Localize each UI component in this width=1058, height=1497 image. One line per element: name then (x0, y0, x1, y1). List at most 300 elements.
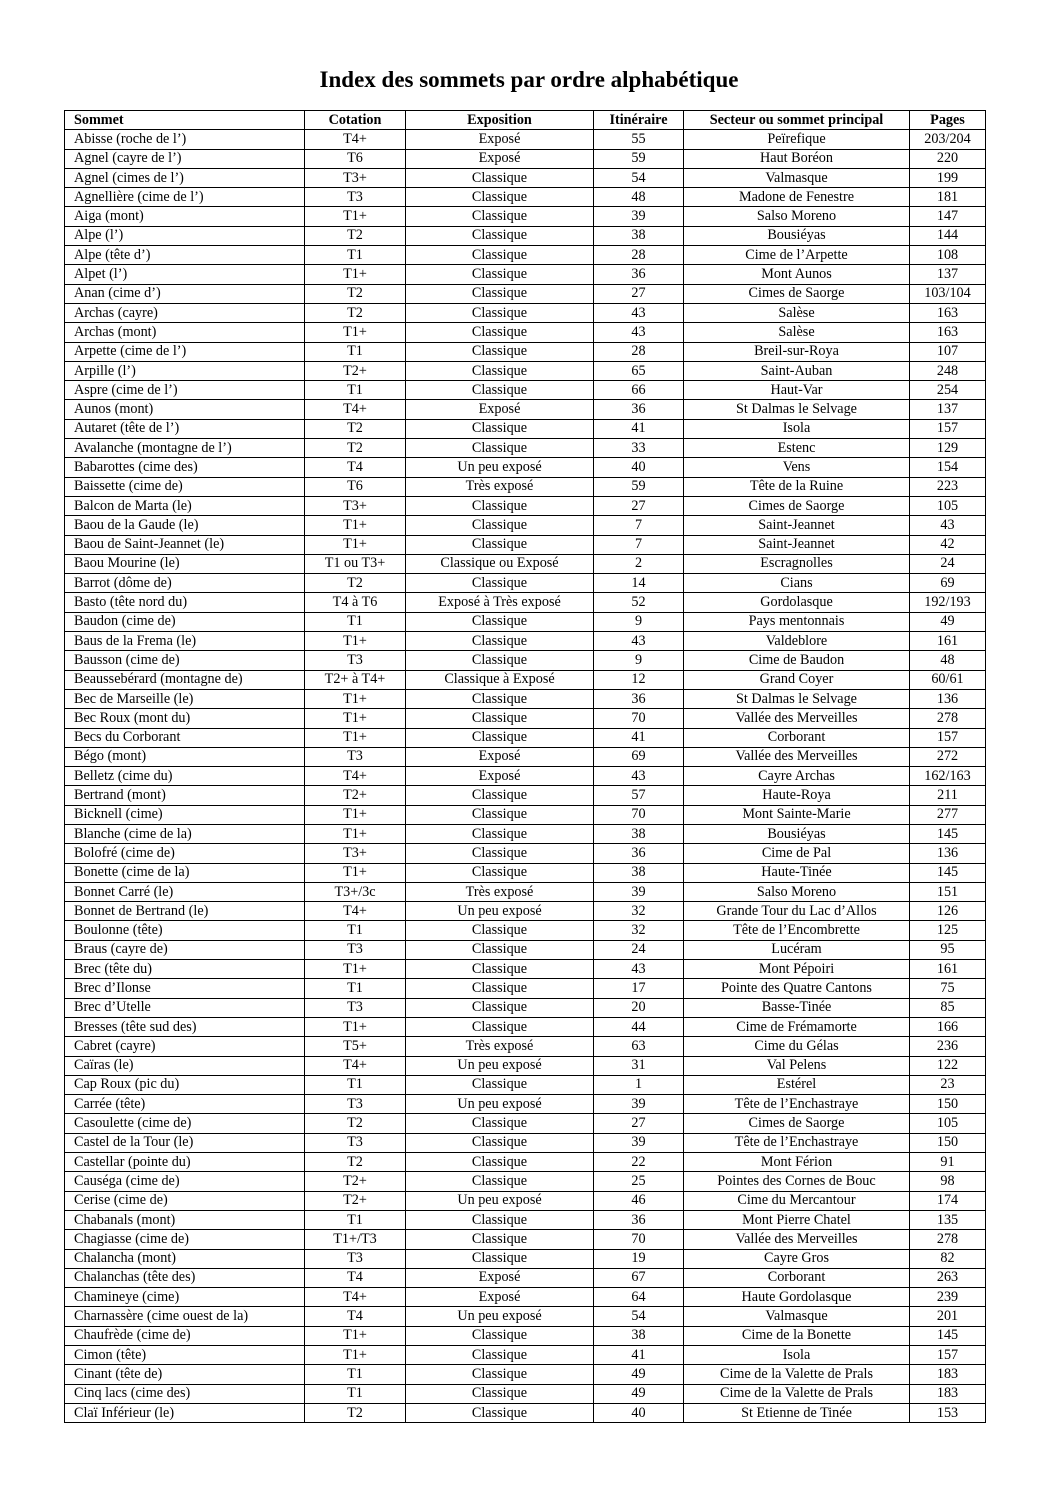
exposition-cell: Exposé (406, 400, 594, 419)
cotation-cell: T6 (305, 477, 406, 496)
exposition-cell: Exposé (406, 747, 594, 766)
sommet-cell: Casoulette (cime de) (65, 1114, 305, 1133)
pages-cell: 145 (910, 863, 986, 882)
exposition-cell: Un peu exposé (406, 1191, 594, 1210)
exposition-cell: Exposé (406, 130, 594, 149)
cotation-cell: T4+ (305, 130, 406, 149)
pages-cell: 137 (910, 265, 986, 284)
itineraire-cell: 17 (594, 979, 684, 998)
sommet-cell: Baou de Saint-Jeannet (le) (65, 535, 305, 554)
table-row (65, 1210, 986, 1229)
itineraire-cell: 39 (594, 1095, 684, 1114)
secteur-cell: Valmasque (684, 168, 910, 187)
cotation-cell: T3 (305, 1249, 406, 1268)
table-row (65, 207, 986, 226)
pages-cell: 183 (910, 1384, 986, 1403)
pages-cell: 223 (910, 477, 986, 496)
secteur-cell: Haute Gordolasque (684, 1288, 910, 1307)
table-row (65, 863, 986, 882)
secteur-cell: Saint-Auban (684, 361, 910, 380)
itineraire-cell: 70 (594, 709, 684, 728)
secteur-cell: Tête de la Ruine (684, 477, 910, 496)
exposition-cell: Classique (406, 824, 594, 843)
secteur-cell: Salso Moreno (684, 207, 910, 226)
secteur-cell: Isola (684, 1346, 910, 1365)
sommet-cell: Bertrand (mont) (65, 786, 305, 805)
itineraire-cell: 59 (594, 149, 684, 168)
exposition-cell: Classique (406, 1249, 594, 1268)
sommet-cell: Cinq lacs (cime des) (65, 1384, 305, 1403)
itineraire-cell: 38 (594, 1326, 684, 1345)
cotation-cell: T2 (305, 1153, 406, 1172)
cotation-cell: T2 (305, 226, 406, 245)
pages-cell: 122 (910, 1056, 986, 1075)
cotation-cell: T1+/T3 (305, 1230, 406, 1249)
sommet-cell: Bresses (tête sud des) (65, 1017, 305, 1036)
exposition-cell: Classique (406, 612, 594, 631)
secteur-cell: Corborant (684, 1268, 910, 1287)
itineraire-cell: 7 (594, 516, 684, 535)
secteur-cell: Saint-Jeannet (684, 535, 910, 554)
sommet-cell: Chamineye (cime) (65, 1288, 305, 1307)
table-row (65, 439, 986, 458)
itineraire-cell: 14 (594, 574, 684, 593)
sommet-cell: Avalanche (montagne de l’) (65, 439, 305, 458)
table-row (65, 226, 986, 245)
pages-cell: 157 (910, 1346, 986, 1365)
secteur-cell: Salèse (684, 323, 910, 342)
itineraire-cell: 20 (594, 998, 684, 1017)
table-row (65, 979, 986, 998)
itineraire-cell: 49 (594, 1384, 684, 1403)
sommet-cell: Agnel (cayre de l’) (65, 149, 305, 168)
table-row (65, 1172, 986, 1191)
table-row (65, 767, 986, 786)
exposition-cell: Classique (406, 786, 594, 805)
table-row (65, 400, 986, 419)
pages-cell: 211 (910, 786, 986, 805)
table-row (65, 1056, 986, 1075)
sommet-cell: Brec d’Ilonse (65, 979, 305, 998)
cotation-cell: T4+ (305, 1288, 406, 1307)
secteur-cell: Cians (684, 574, 910, 593)
exposition-cell: Exposé (406, 1268, 594, 1287)
cotation-cell: T4+ (305, 767, 406, 786)
itineraire-cell: 59 (594, 477, 684, 496)
sommet-cell: Chaufrède (cime de) (65, 1326, 305, 1345)
exposition-cell: Classique (406, 381, 594, 400)
table-row (65, 1114, 986, 1133)
pages-cell: 181 (910, 188, 986, 207)
itineraire-cell: 67 (594, 1268, 684, 1287)
exposition-cell: Classique à Exposé (406, 670, 594, 689)
cotation-cell: T2 (305, 303, 406, 322)
cotation-cell: T1+ (305, 689, 406, 708)
cotation-cell: T4+ (305, 902, 406, 921)
cotation-cell: T6 (305, 149, 406, 168)
table-row (65, 419, 986, 438)
itineraire-cell: 40 (594, 1403, 684, 1422)
table-row (65, 670, 986, 689)
pages-cell: 161 (910, 632, 986, 651)
pages-cell: 145 (910, 1326, 986, 1345)
cotation-cell: T3 (305, 188, 406, 207)
pages-cell: 161 (910, 960, 986, 979)
cotation-cell: T2 (305, 1403, 406, 1422)
pages-cell: 23 (910, 1075, 986, 1094)
cotation-cell: T1 (305, 1384, 406, 1403)
secteur-cell: Cime de Frémamorte (684, 1017, 910, 1036)
itineraire-cell: 41 (594, 728, 684, 747)
pages-cell: 82 (910, 1249, 986, 1268)
cotation-cell: T2 (305, 284, 406, 303)
secteur-cell: Cimes de Saorge (684, 1114, 910, 1133)
sommet-cell: Arpette (cime de l’) (65, 342, 305, 361)
pages-cell: 107 (910, 342, 986, 361)
table-row (65, 844, 986, 863)
cotation-cell: T2+ (305, 786, 406, 805)
table-row (65, 303, 986, 322)
table-row (65, 458, 986, 477)
secteur-cell: Valdeblore (684, 632, 910, 651)
secteur-cell: Mont Pépoiri (684, 960, 910, 979)
cotation-cell: T1+ (305, 863, 406, 882)
secteur-cell: Pointes des Cornes de Bouc (684, 1172, 910, 1191)
sommet-cell: Cabret (cayre) (65, 1037, 305, 1056)
pages-cell: 136 (910, 844, 986, 863)
cotation-cell: T3 (305, 1133, 406, 1152)
cotation-cell: T4 (305, 1268, 406, 1287)
pages-cell: 98 (910, 1172, 986, 1191)
sommet-cell: Chalancha (mont) (65, 1249, 305, 1268)
secteur-cell: Mont Pierre Chatel (684, 1210, 910, 1229)
sommet-cell: Bausson (cime de) (65, 651, 305, 670)
pages-cell: 278 (910, 1230, 986, 1249)
pages-cell: 157 (910, 419, 986, 438)
itineraire-cell: 2 (594, 554, 684, 573)
pages-cell: 201 (910, 1307, 986, 1326)
itineraire-cell: 43 (594, 767, 684, 786)
itineraire-cell: 28 (594, 246, 684, 265)
exposition-cell: Classique (406, 1326, 594, 1345)
sommet-cell: Chagiasse (cime de) (65, 1230, 305, 1249)
pages-cell: 150 (910, 1095, 986, 1114)
table-row (65, 882, 986, 901)
exposition-cell: Très exposé (406, 477, 594, 496)
cotation-cell: T3 (305, 940, 406, 959)
secteur-cell: Bousiéyas (684, 226, 910, 245)
table-row (65, 342, 986, 361)
secteur-cell: Estenc (684, 439, 910, 458)
table-row (65, 516, 986, 535)
exposition-cell: Classique (406, 188, 594, 207)
exposition-cell: Classique (406, 303, 594, 322)
cotation-cell: T4+ (305, 400, 406, 419)
exposition-cell: Exposé (406, 1288, 594, 1307)
exposition-cell: Classique (406, 361, 594, 380)
table-row (65, 496, 986, 515)
exposition-cell: Classique (406, 979, 594, 998)
sommet-cell: Aiga (mont) (65, 207, 305, 226)
sommet-cell: Braus (cayre de) (65, 940, 305, 959)
pages-cell: 91 (910, 1153, 986, 1172)
sommet-cell: Belletz (cime du) (65, 767, 305, 786)
cotation-cell: T4+ (305, 1056, 406, 1075)
table-row (65, 709, 986, 728)
table-row (65, 940, 986, 959)
exposition-cell: Un peu exposé (406, 1307, 594, 1326)
sommet-cell: Castellar (pointe du) (65, 1153, 305, 1172)
cotation-cell: T1+ (305, 1326, 406, 1345)
itineraire-cell: 38 (594, 824, 684, 843)
table-row (65, 1268, 986, 1287)
cotation-cell: T3+ (305, 844, 406, 863)
sommet-cell: Claï Inférieur (le) (65, 1403, 305, 1422)
sommet-cell: Cinant (tête de) (65, 1365, 305, 1384)
exposition-cell: Classique (406, 632, 594, 651)
exposition-cell: Classique (406, 226, 594, 245)
pages-cell: 166 (910, 1017, 986, 1036)
pages-cell: 85 (910, 998, 986, 1017)
pages-cell: 199 (910, 168, 986, 187)
table-row (65, 998, 986, 1017)
cotation-cell: T3 (305, 998, 406, 1017)
exposition-cell: Classique (406, 1075, 594, 1094)
pages-cell: 174 (910, 1191, 986, 1210)
itineraire-cell: 43 (594, 303, 684, 322)
pages-cell: 137 (910, 400, 986, 419)
sommet-cell: Caïras (le) (65, 1056, 305, 1075)
secteur-cell: Mont Sainte-Marie (684, 805, 910, 824)
pages-cell: 278 (910, 709, 986, 728)
secteur-cell: Salso Moreno (684, 882, 910, 901)
table-row (65, 1346, 986, 1365)
cotation-cell: T1+ (305, 535, 406, 554)
table-header-row (65, 111, 986, 130)
cotation-cell: T2+ à T4+ (305, 670, 406, 689)
table-row (65, 188, 986, 207)
sommet-cell: Bolofré (cime de) (65, 844, 305, 863)
itineraire-cell: 12 (594, 670, 684, 689)
secteur-cell: Vens (684, 458, 910, 477)
exposition-cell: Classique (406, 960, 594, 979)
secteur-cell: Tête de l’Enchastraye (684, 1095, 910, 1114)
table-row (65, 1249, 986, 1268)
itineraire-cell: 36 (594, 1210, 684, 1229)
table-row (65, 612, 986, 631)
cotation-cell: T3 (305, 1095, 406, 1114)
cotation-cell: T1+ (305, 323, 406, 342)
sommet-cell: Baudon (cime de) (65, 612, 305, 631)
exposition-cell: Classique (406, 863, 594, 882)
itineraire-cell: 9 (594, 651, 684, 670)
sommet-cell: Anan (cime d’) (65, 284, 305, 303)
pages-cell: 147 (910, 207, 986, 226)
secteur-cell: Pointe des Quatre Cantons (684, 979, 910, 998)
secteur-cell: Cime de Pal (684, 844, 910, 863)
secteur-cell: St Dalmas le Selvage (684, 400, 910, 419)
pages-cell: 48 (910, 651, 986, 670)
pages-cell: 49 (910, 612, 986, 631)
cotation-cell: T1 (305, 921, 406, 940)
exposition-cell: Classique (406, 728, 594, 747)
itineraire-cell: 7 (594, 535, 684, 554)
secteur-cell: St Dalmas le Selvage (684, 689, 910, 708)
exposition-cell: Classique (406, 1210, 594, 1229)
pages-cell: 24 (910, 554, 986, 573)
cotation-cell: T2+ (305, 361, 406, 380)
pages-cell: 236 (910, 1037, 986, 1056)
cotation-cell: T1+ (305, 1017, 406, 1036)
secteur-cell: Saint-Jeannet (684, 516, 910, 535)
itineraire-cell: 52 (594, 593, 684, 612)
secteur-cell: Valmasque (684, 1307, 910, 1326)
cotation-cell: T1 (305, 979, 406, 998)
pages-cell: 43 (910, 516, 986, 535)
table-row (65, 1191, 986, 1210)
sommet-cell: Bégo (mont) (65, 747, 305, 766)
cotation-cell: T1+ (305, 960, 406, 979)
secteur-cell: Haut Boréon (684, 149, 910, 168)
pages-cell: 203/204 (910, 130, 986, 149)
itineraire-cell: 43 (594, 632, 684, 651)
secteur-cell: Cimes de Saorge (684, 496, 910, 515)
itineraire-cell: 48 (594, 188, 684, 207)
exposition-cell: Exposé (406, 767, 594, 786)
column-header-itineraire: Itinéraire (594, 111, 684, 130)
cotation-cell: T4 (305, 1307, 406, 1326)
exposition-cell: Classique (406, 1172, 594, 1191)
table-row (65, 1365, 986, 1384)
column-header-pages: Pages (910, 111, 986, 130)
pages-cell: 248 (910, 361, 986, 380)
pages-cell: 162/163 (910, 767, 986, 786)
secteur-cell: Val Pelens (684, 1056, 910, 1075)
exposition-cell: Classique (406, 284, 594, 303)
itineraire-cell: 44 (594, 1017, 684, 1036)
table-row (65, 168, 986, 187)
sommet-cell: Bonnet de Bertrand (le) (65, 902, 305, 921)
table-row (65, 747, 986, 766)
pages-cell: 69 (910, 574, 986, 593)
table-row (65, 1075, 986, 1094)
cotation-cell: T2+ (305, 1191, 406, 1210)
pages-cell: 42 (910, 535, 986, 554)
page-title: Index des sommets par ordre alphabétique (319, 67, 739, 92)
table-row (65, 632, 986, 651)
pages-cell: 103/104 (910, 284, 986, 303)
pages-cell: 135 (910, 1210, 986, 1229)
itineraire-cell: 57 (594, 786, 684, 805)
cotation-cell: T3+ (305, 496, 406, 515)
sommet-cell: Abisse (roche de l’) (65, 130, 305, 149)
secteur-cell: Vallée des Merveilles (684, 1230, 910, 1249)
sommet-cell: Aspre (cime de l’) (65, 381, 305, 400)
sommet-cell: Bec Roux (mont du) (65, 709, 305, 728)
sommet-cell: Cerise (cime de) (65, 1191, 305, 1210)
exposition-cell: Classique (406, 844, 594, 863)
sommet-cell: Carrée (tête) (65, 1095, 305, 1114)
table-row (65, 265, 986, 284)
cotation-cell: T1 (305, 1365, 406, 1384)
itineraire-cell: 43 (594, 323, 684, 342)
pages-cell: 220 (910, 149, 986, 168)
exposition-cell: Classique (406, 1114, 594, 1133)
exposition-cell: Un peu exposé (406, 1095, 594, 1114)
table-row (65, 361, 986, 380)
exposition-cell: Classique (406, 709, 594, 728)
exposition-cell: Classique (406, 574, 594, 593)
secteur-cell: Haute-Roya (684, 786, 910, 805)
secteur-cell: Cime de la Bonette (684, 1326, 910, 1345)
pages-cell: 108 (910, 246, 986, 265)
table-row (65, 1153, 986, 1172)
pages-cell: 183 (910, 1365, 986, 1384)
secteur-cell: Salèse (684, 303, 910, 322)
secteur-cell: Basse-Tinée (684, 998, 910, 1017)
itineraire-cell: 63 (594, 1037, 684, 1056)
pages-cell: 272 (910, 747, 986, 766)
cotation-cell: T2+ (305, 1172, 406, 1191)
table-row (65, 921, 986, 940)
table-row (65, 1403, 986, 1422)
secteur-cell: Lucéram (684, 940, 910, 959)
itineraire-cell: 31 (594, 1056, 684, 1075)
itineraire-cell: 32 (594, 921, 684, 940)
exposition-cell: Classique (406, 1153, 594, 1172)
cotation-cell: T2 (305, 419, 406, 438)
secteur-cell: Estérel (684, 1075, 910, 1094)
pages-cell: 263 (910, 1268, 986, 1287)
sommet-cell: Bec de Marseille (le) (65, 689, 305, 708)
table-row (65, 130, 986, 149)
column-header-sommet: Sommet (65, 111, 305, 130)
pages-cell: 145 (910, 824, 986, 843)
pages-cell: 163 (910, 303, 986, 322)
exposition-cell: Classique (406, 439, 594, 458)
sommet-cell: Archas (cayre) (65, 303, 305, 322)
secteur-cell: Grand Coyer (684, 670, 910, 689)
table-row (65, 1307, 986, 1326)
table-row (65, 651, 986, 670)
exposition-cell: Classique (406, 342, 594, 361)
sommet-cell: Autaret (tête de l’) (65, 419, 305, 438)
pages-cell: 125 (910, 921, 986, 940)
itineraire-cell: 54 (594, 1307, 684, 1326)
column-header-cotation: Cotation (305, 111, 406, 130)
exposition-cell: Classique (406, 1384, 594, 1403)
itineraire-cell: 54 (594, 168, 684, 187)
sommet-cell: Basto (tête nord du) (65, 593, 305, 612)
cotation-cell: T1+ (305, 824, 406, 843)
secteur-cell: Cime de Baudon (684, 651, 910, 670)
exposition-cell: Très exposé (406, 882, 594, 901)
table-row (65, 1384, 986, 1403)
cotation-cell: T2 (305, 574, 406, 593)
table-row (65, 246, 986, 265)
exposition-cell: Classique ou Exposé (406, 554, 594, 573)
exposition-cell: Très exposé (406, 1037, 594, 1056)
secteur-cell: Cime de la Valette de Prals (684, 1365, 910, 1384)
itineraire-cell: 27 (594, 1114, 684, 1133)
sommet-cell: Archas (mont) (65, 323, 305, 342)
table-row (65, 323, 986, 342)
pages-cell: 254 (910, 381, 986, 400)
secteur-cell: Cayre Gros (684, 1249, 910, 1268)
pages-cell: 129 (910, 439, 986, 458)
table-row (65, 554, 986, 573)
exposition-cell: Classique (406, 246, 594, 265)
